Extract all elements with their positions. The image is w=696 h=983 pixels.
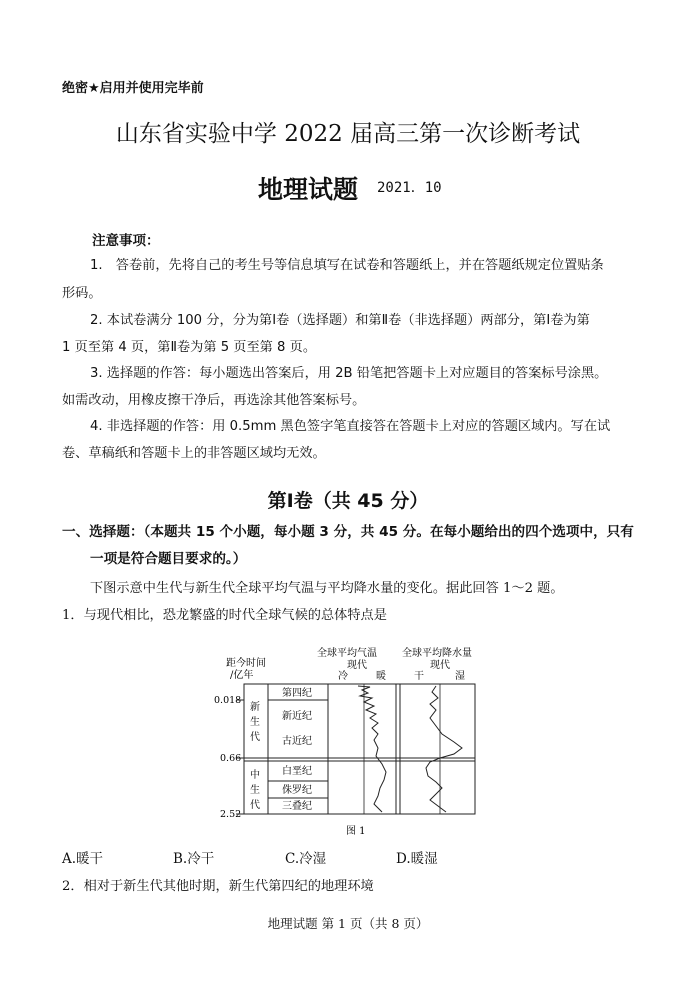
fig-period-paleogene: 古近纪 bbox=[282, 736, 312, 747]
fig-period-cretaceous: 白垩纪 bbox=[282, 766, 312, 777]
climate-figure bbox=[210, 640, 490, 840]
fig-period-quaternary: 第四纪 bbox=[282, 688, 312, 699]
fig-period-jurassic: 侏罗纪 bbox=[282, 785, 312, 796]
part-heading-line-2: 一项是符合题目要求的。） bbox=[90, 551, 247, 567]
option-c: C.冷湿 bbox=[285, 851, 327, 867]
notice-item-1-line-1: 1. 答卷前，先将自己的考生号等信息填写在试卷和答题纸上，并在答题纸规定位置贴条 bbox=[90, 258, 604, 273]
notice-heading: 注意事项： bbox=[92, 233, 160, 249]
fig-temp-label: 全球平均气温 bbox=[317, 648, 377, 659]
question-2-stem: 2．相对于新生代其他时期，新生代第四纪的地理环境 bbox=[62, 879, 374, 894]
fig-temp-cold: 冷 bbox=[338, 671, 348, 682]
notice-item-3-line-1: 3. 选择题的作答：每小题选出答案后，用 2B 铅笔把答题卡上对应题目的答案标号涂黑。 bbox=[90, 366, 608, 381]
fig-precip-wet: 湿 bbox=[455, 671, 465, 682]
fig-precipitation-curve bbox=[426, 686, 462, 812]
fig-era-mesozoic-3: 代 bbox=[250, 800, 260, 811]
option-d: D.暖湿 bbox=[396, 851, 438, 867]
fig-temperature-curve bbox=[358, 686, 386, 812]
notice-item-4-line-1: 4. 非选择题的作答：用 0.5mm 黑色签字笔直接答在答题卡上对应的答题区域内。写在试 bbox=[90, 419, 611, 434]
fig-temp-modern: 现代 bbox=[347, 660, 367, 671]
fig-precip-label: 全球平均降水量 bbox=[402, 648, 472, 659]
fig-period-triassic: 三叠纪 bbox=[282, 801, 312, 812]
fig-era-cenozoic-1: 新 bbox=[250, 702, 260, 713]
fig-tick-0018: 0.018 bbox=[214, 695, 242, 706]
notice-item-4-line-2: 卷、草稿纸和答题卡上的非答题区域均无效。 bbox=[62, 446, 326, 461]
fig-tick-252: 2.52 bbox=[220, 809, 242, 820]
section-title: 第Ⅰ卷（共 45 分） bbox=[267, 490, 429, 512]
fig-era-mesozoic-2: 生 bbox=[250, 785, 260, 796]
fig-precip-dry: 干 bbox=[414, 671, 424, 682]
fig-period-neogene: 新近纪 bbox=[282, 711, 312, 722]
notice-item-3-line-2: 如需改动，用橡皮擦干净后，再选涂其他答案标号。 bbox=[62, 393, 366, 408]
question-1-stem: 1．与现代相比，恐龙繁盛的时代全球气候的总体特点是 bbox=[62, 608, 387, 623]
fig-era-cenozoic-3: 代 bbox=[250, 732, 260, 743]
notice-item-2-line-2: 1 页至第 4 页，第Ⅱ卷为第 5 页至第 8 页。 bbox=[62, 340, 317, 355]
question-intro: 下图示意中生代与新生代全球平均气温与平均降水量的变化。据此回答 1～2 题。 bbox=[90, 581, 564, 596]
option-a: A.暖干 bbox=[62, 851, 104, 867]
fig-precip-modern: 现代 bbox=[430, 660, 450, 671]
fig-temp-warm: 暖 bbox=[376, 671, 386, 682]
exam-title: 山东省实验中学 2022 届高三第一次诊断考试 bbox=[115, 121, 581, 147]
option-b: B.冷干 bbox=[173, 851, 215, 867]
subject-title: 地理试题 bbox=[258, 175, 359, 204]
notice-item-1-line-2: 形码。 bbox=[62, 286, 102, 301]
fig-time-label-1: 距今时间 bbox=[226, 658, 266, 669]
confidential-label: 绝密★启用并使用完毕前 bbox=[62, 81, 204, 96]
fig-tick-066: 0.66 bbox=[220, 753, 242, 764]
fig-era-cenozoic-2: 生 bbox=[250, 717, 260, 728]
page-footer: 地理试题 第 1 页（共 8 页） bbox=[267, 916, 429, 931]
part-heading-line-1: 一、选择题：（本题共 15 个小题，每小题 3 分，共 45 分。在每小题给出的四个选项中，只有 bbox=[62, 524, 634, 540]
fig-era-mesozoic-1: 中 bbox=[250, 770, 260, 781]
fig-caption: 图 1 bbox=[346, 826, 366, 837]
fig-time-label-2: /亿年 bbox=[230, 670, 254, 681]
exam-date: 2021．10 bbox=[377, 180, 442, 196]
notice-item-2-line-1: 2. 本试卷满分 100 分，分为第Ⅰ卷（选择题）和第Ⅱ卷（非选择题）两部分，第Ⅰ卷为第 bbox=[90, 313, 590, 328]
